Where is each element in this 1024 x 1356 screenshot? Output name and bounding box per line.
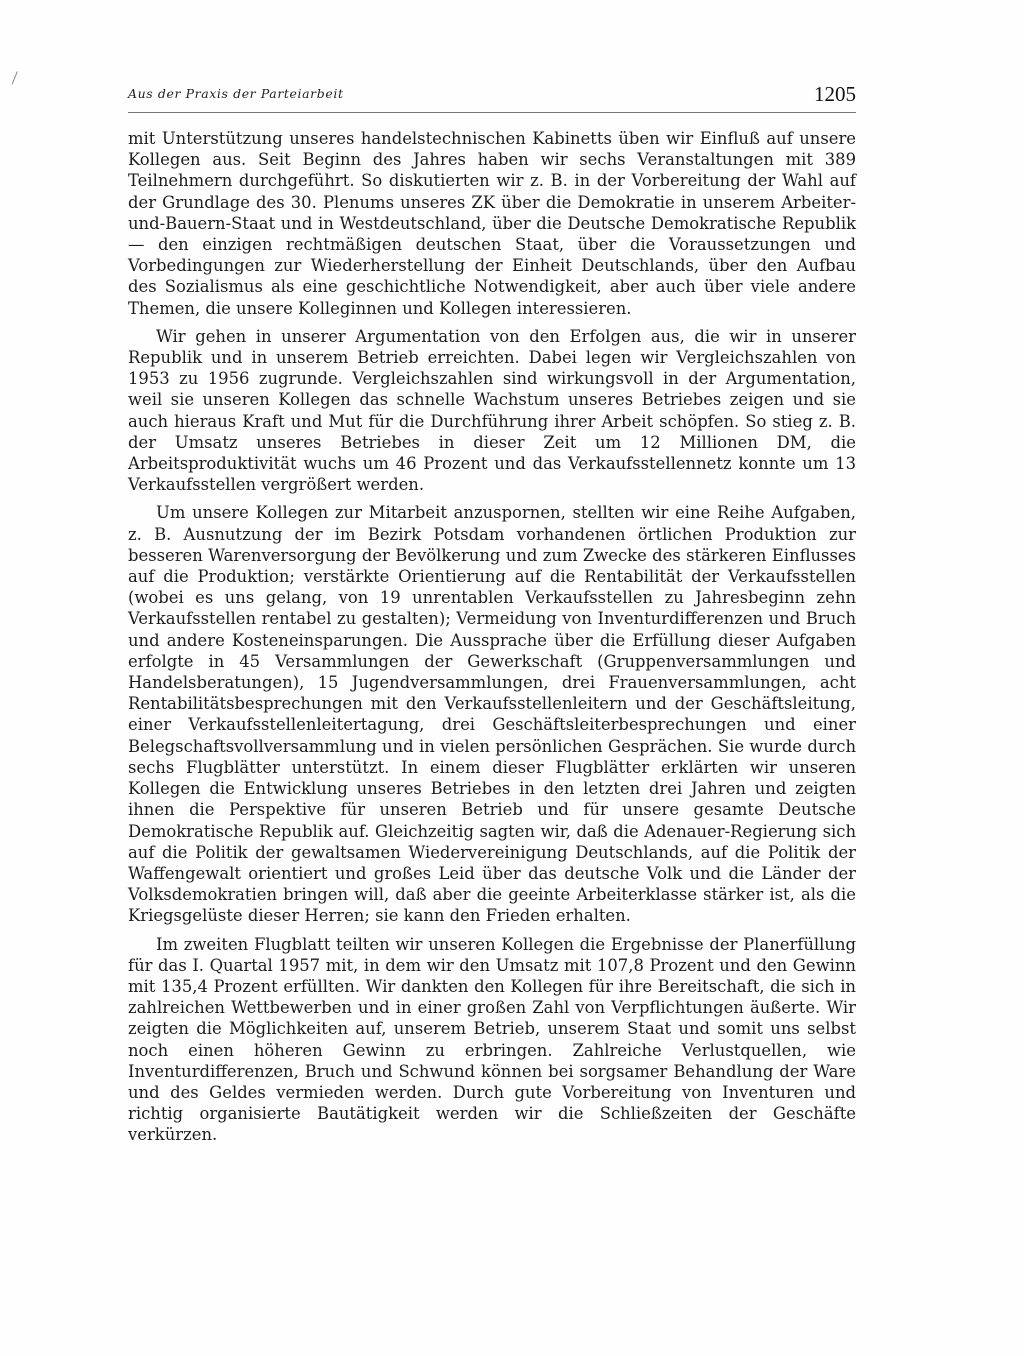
paragraph-3: Um unsere Kollegen zur Mitarbeit anzuspornen, stellten wir eine Reihe Aufgaben, z. B. Ausnutzung der im Bezirk Potsdam vorhandenen örtlichen Produktion zur besseren Warenversorgung der Bevölkerung und zum Zwecke des stärkeren Einflusses auf die Produktion; verstärkte Orientierung auf die Rentabilität der Verkaufsstellen (wobei es uns gelang, von 19 unrentablen Verkaufsstellen zu Jahresbeginn zehn Verkaufsstellen rentabel zu gestalten); Vermeidung von Inventurdifferenzen und Bruch und andere Kosteneinsparungen. Die Aussprache über die Erfüllung dieser Aufgaben erfolgte in 45 Versammlungen der Gewerkschaft (Gruppenversammlungen und Handelsberatungen), 15 Jugendversammlungen, drei Frauenversammlungen, acht Rentabilitätsbesprechungen mit den Verkaufsstellenleitern und der Geschäftsleitung, einer Verkaufsstellenleitertagung, drei Geschäftsleiterbesprechungen und einer Belegschaftsvollversammlung und in vielen persönlichen Gesprächen. Sie wurde durch sechs Flugblätter unterstützt. In einem dieser Flugblätter erklärten wir unseren Kollegen die Entwicklung unseres Betriebes in den letzten drei Jahren und zeigten ihnen die Perspektive für unseren Betrieb und für unsere gesamte Deutsche Demokratische Republik auf. Gleichzeitig sagten wir, daß die Adenauer-Regierung sich auf die Politik der gewaltsamen Wiedervereinigung Deutschlands, auf die Politik der Waffengewalt orientiert und großes Leid über das deutsche Volk und die Länder der Volksdemokratien bringen will, daß aber die geeinte Arbeiterklasse stärker ist, als die Kriegsgelüste dieser Herren; sie kann den Frieden erhalten. xyxy=(128,503,856,926)
body-text xyxy=(128,128,856,1146)
header-rule xyxy=(128,112,856,113)
page-header xyxy=(128,82,856,108)
margin-pencil-mark xyxy=(12,71,24,87)
paragraph-2: Wir gehen in unserer Argumentation von den Erfolgen aus, die wir in unserer Republik und in unserem Betrieb erreichten. Dabei legen wir Vergleichszahlen von 1953 zu 1956 zugrunde. Vergleichszahlen sind wirkungsvoll in der Argumentation, weil sie unseren Kollegen das schnelle Wachstum unseres Betriebes zeigen und sie auch hieraus Kraft und Mut für die Durchführung ihrer Arbeit schöpfen. So stieg z. B. der Umsatz unseres Betriebes in dieser Zeit um 12 Millionen DM, die Arbeitsproduktivität wuchs um 46 Prozent und das Verkaufsstellennetz konnte um 13 Verkaufsstellen vergrößert werden. xyxy=(128,326,856,495)
running-head: Aus der Praxis der Parteiarbeit xyxy=(128,86,344,101)
page-number: 1205 xyxy=(814,82,856,106)
paragraph-1: mit Unterstützung unseres handelstechnischen Kabinetts üben wir Einfluß auf unsere Kollegen aus. Seit Beginn des Jahres haben wir sechs Veranstaltungen mit 389 Teilnehmern durchgeführt. So diskutierten wir z. B. in der Vorbereitung der Wahl auf der Grundlage des 30. Plenums unseres ZK über die Demokratie in unserem Arbeiter-und-Bauern-Staat und in Westdeutschland, über die Deutsche Demokratische Republik — den einzigen rechtmäßigen deutschen Staat, über die Voraussetzungen und Vorbedingungen zur Wiederherstellung der Einheit Deutschlands, über den Aufbau des Sozialismus als eine geschichtliche Notwendigkeit, aber auch über viele andere Themen, die unsere Kolleginnen und Kollegen interessieren. xyxy=(128,129,856,318)
paragraph-4: Im zweiten Flugblatt teilten wir unseren Kollegen die Ergebnisse der Planerfüllung für das I. Quartal 1957 mit, in dem wir den Umsatz mit 107,8 Prozent und den Gewinn mit 135,4 Prozent erfüllten. Wir dankten den Kollegen für ihre Bereitschaft, die sich in zahlreichen Wettbewerben und in einer großen Zahl von Verpflichtungen äußerte. Wir zeigten die Möglichkeiten auf, unserem Betrieb, unserem Staat und somit uns selbst noch einen höheren Gewinn zu erbringen. Zahlreiche Verlustquellen, wie Inventurdifferenzen, Bruch und Schwund können bei sorgsamer Behandlung der Ware und des Geldes vermieden werden. Durch gute Vorbereitung von Inventuren und richtig organisierte Bautätigkeit werden wir die Schließzeiten der Geschäfte verkürzen. xyxy=(128,934,856,1145)
